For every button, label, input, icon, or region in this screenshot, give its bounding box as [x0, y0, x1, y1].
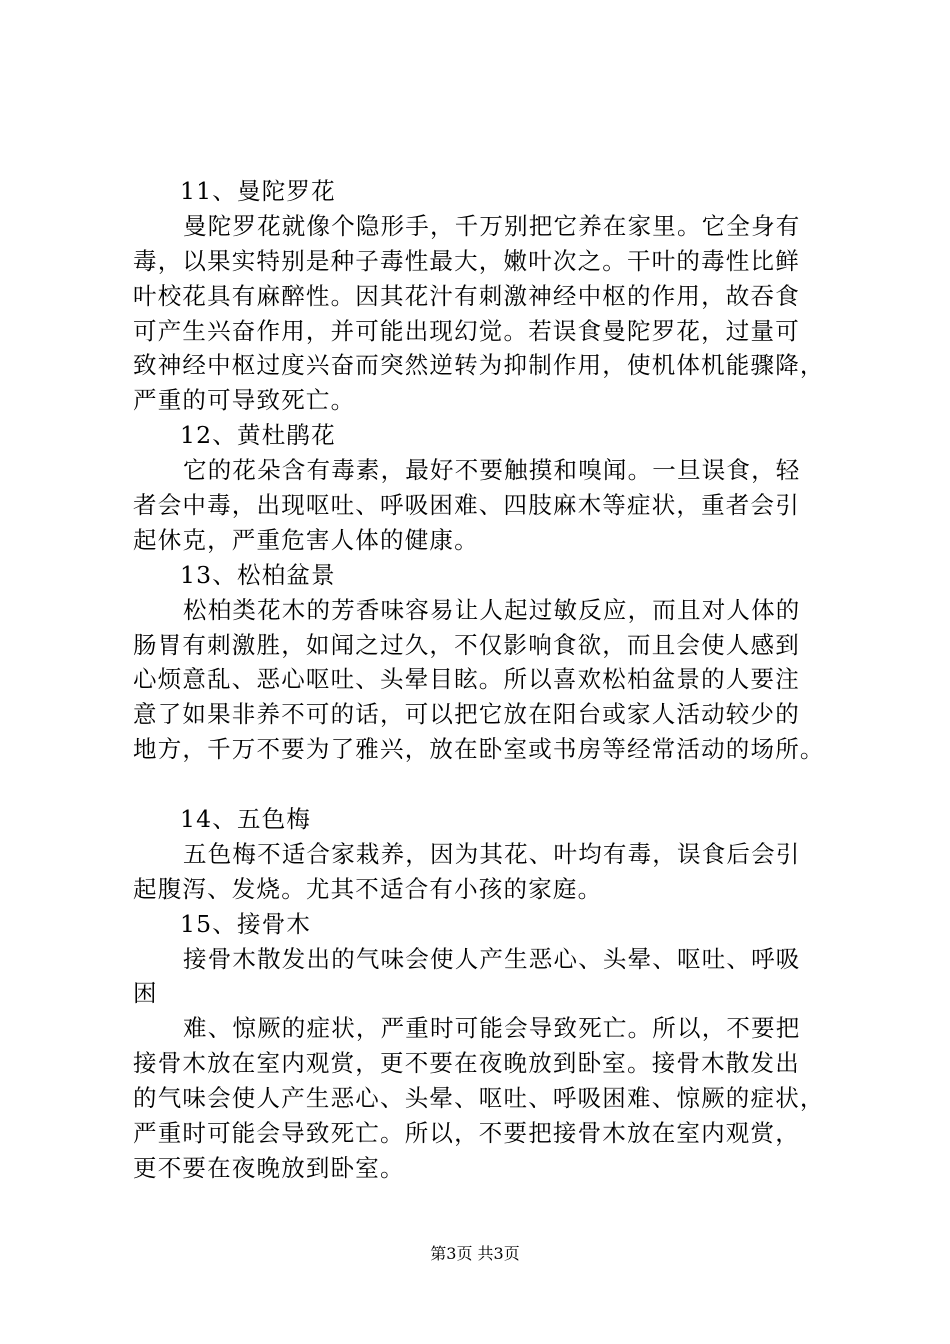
paragraph-line: 严重时可能会导致死亡。所以，不要把接骨木放在室内观赏，	[133, 1119, 800, 1148]
paragraph-line: 曼陀罗花就像个隐形手，千万别把它养在家里。它全身有	[183, 211, 801, 240]
paragraph-line: 起腹泻、发烧。尤其不适合有小孩的家庭。	[133, 874, 603, 903]
paragraph-line: 更不要在夜晚放到卧室。	[133, 1153, 405, 1182]
paragraph-line: 毒，以果实特别是种子毒性最大，嫩叶次之。干叶的毒性比鲜	[133, 246, 800, 275]
paragraph-line: 难、惊厥的症状，严重时可能会导致死亡。所以，不要把	[183, 1014, 801, 1043]
document-body	[133, 174, 845, 1186]
paragraph-line: 困	[133, 979, 158, 1008]
section-heading-14: 14、五色梅	[180, 805, 312, 834]
paragraph-line: 心烦意乱、恶心呕吐、头晕目眩。所以喜欢松柏盆景的人要注	[133, 665, 800, 694]
paragraph-line: 接骨木放在室内观赏，更不要在夜晚放到卧室。接骨木散发出	[133, 1049, 800, 1078]
paragraph-line: 松柏类花木的芳香味容易让人起过敏反应，而且对人体的	[183, 595, 801, 624]
section-heading-12: 12、黄杜鹃花	[180, 421, 336, 450]
section-heading-15: 15、接骨木	[180, 909, 312, 938]
section-heading-13: 13、松柏盆景	[180, 560, 336, 589]
paragraph-line: 者会中毒，出现呕吐、呼吸困难、四肢麻木等症状，重者会引	[133, 491, 800, 520]
paragraph-line: 起休克，严重危害人体的健康。	[133, 525, 479, 554]
paragraph-line: 致神经中枢过度兴奋而突然逆转为抑制作用，使机体机能骤降，	[133, 351, 825, 380]
section-heading-11: 11、曼陀罗花	[180, 177, 336, 205]
paragraph-line: 它的花朵含有毒素，最好不要触摸和嗅闻。一旦误食，轻	[183, 456, 801, 485]
paragraph-line: 的气味会使人产生恶心、头晕、呕吐、呼吸困难、惊厥的症状，	[133, 1084, 825, 1113]
page-number-footer: 第3页 共3页	[430, 1244, 520, 1263]
paragraph-line: 叶校花具有麻醉性。因其花汁有刺激神经中枢的作用，故吞食	[133, 281, 800, 310]
paragraph-line: 五色梅不适合家栽养，因为其花、叶均有毒，误食后会引	[183, 839, 801, 868]
paragraph-line: 肠胃有刺激胜，如闻之过久，不仅影响食欲，而且会使人感到	[133, 630, 800, 659]
paragraph-line: 可产生兴奋作用，并可能出现幻觉。若误食曼陀罗花，过量可	[133, 316, 800, 345]
paragraph-line: 接骨木散发出的气味会使人产生恶心、头晕、呕吐、呼吸	[183, 944, 801, 973]
paragraph-line: 严重的可导致死亡。	[133, 386, 356, 415]
paragraph-line: 地方，千万不要为了雅兴，放在卧室或书房等经常活动的场所。	[133, 735, 825, 764]
blank-line	[133, 767, 845, 802]
paragraph-line: 意了如果非养不可的话，可以把它放在阳台或家人活动较少的	[133, 700, 800, 729]
